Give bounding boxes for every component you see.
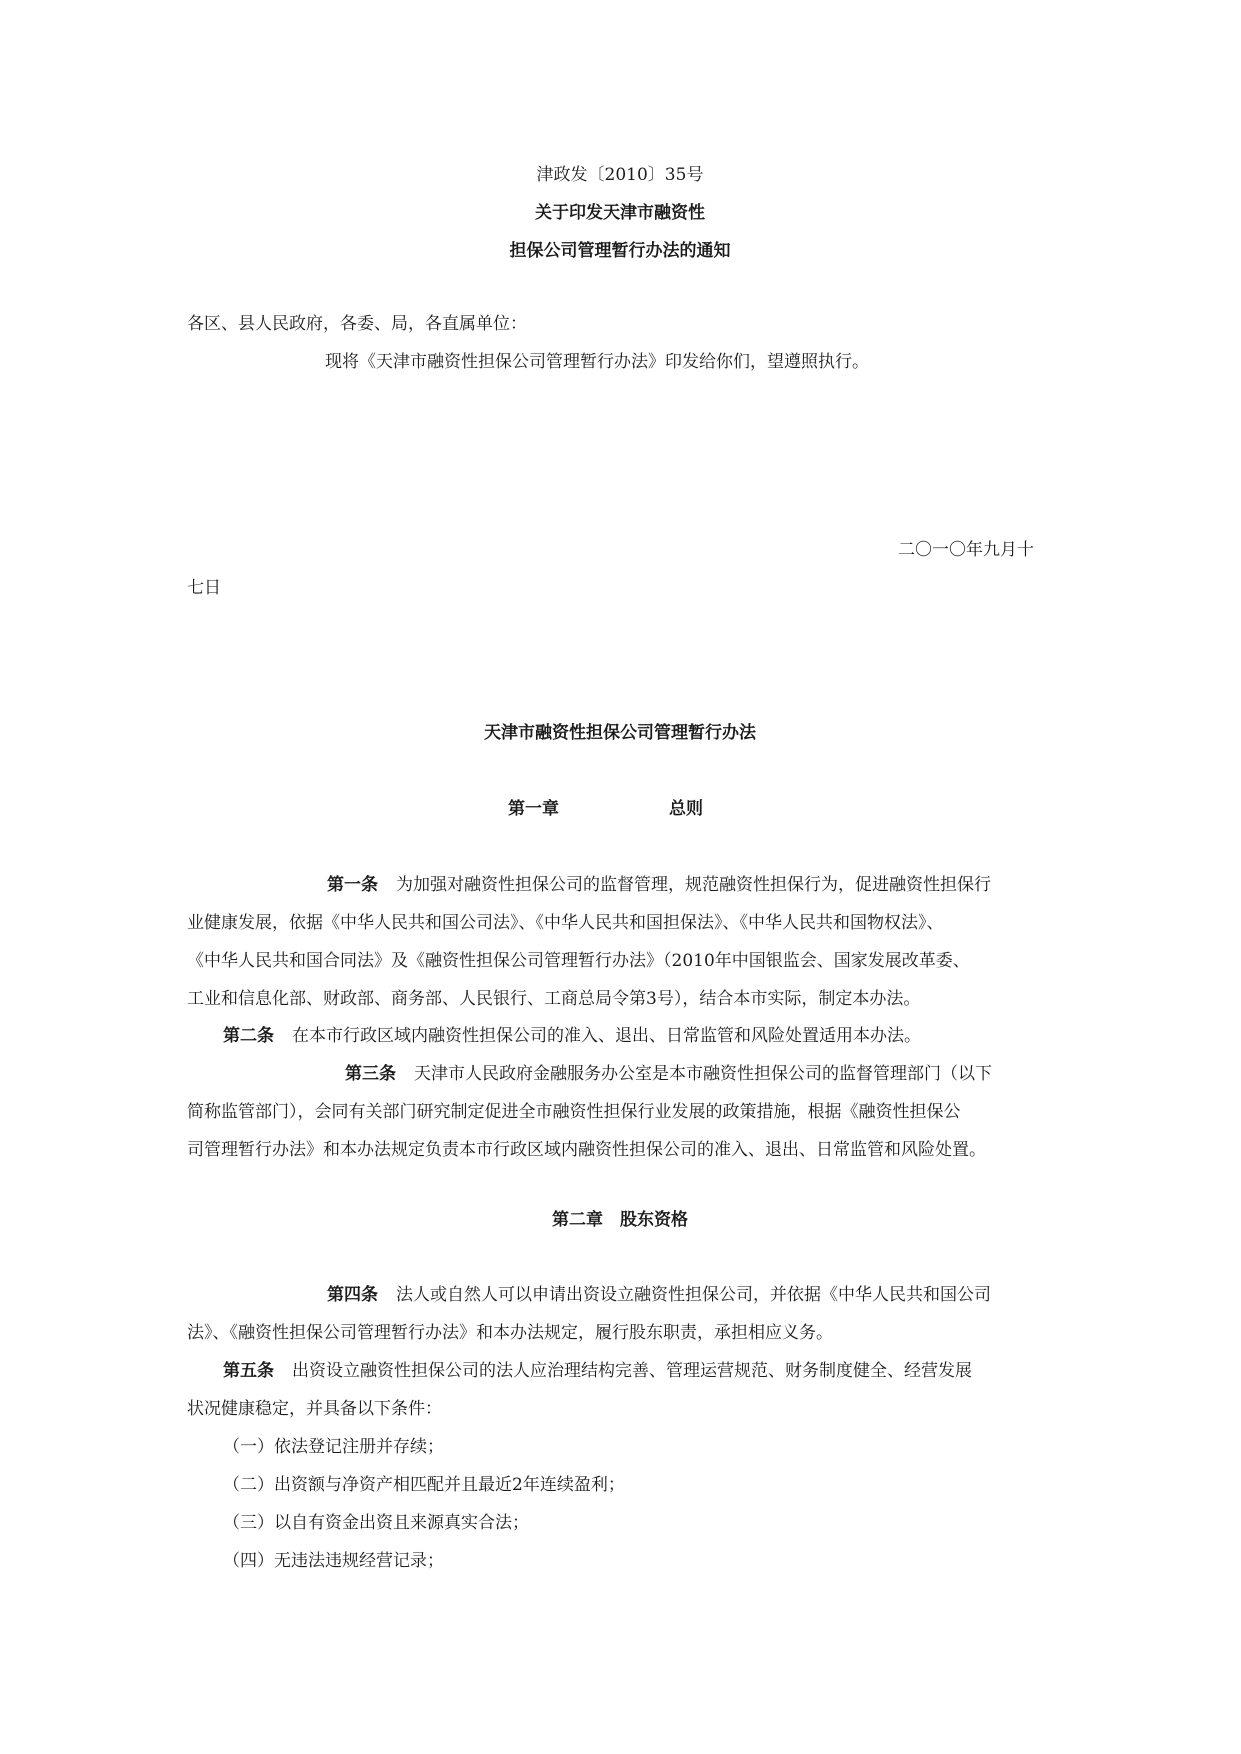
article-4-text: 法人或自然人可以申请出资设立融资性担保公司，并依据《中华人民共和国公司 [396, 1285, 991, 1305]
article-3-label: 第三条 [345, 1064, 396, 1084]
date-line-2: 七日 [187, 578, 221, 598]
condition-item: （一）依法登记注册并存续； [223, 1437, 444, 1457]
chapter-1-name: 总则 [669, 799, 703, 819]
document-number: 津政发〔2010〕35号 [536, 165, 704, 185]
condition-item: （三）以自有资金出资且来源真实合法； [223, 1513, 529, 1533]
article-1-line-2: 业健康发展，依据《中华人民共和国公司法》、《中华人民共和国担保法》、《中华人民共和国物权法》、 [187, 913, 944, 933]
date-line-1: 二〇一〇年九月十 [898, 540, 1034, 560]
article-1-text: 为加强对融资性担保公司的监督管理，规范融资性担保行为，促进融资性担保行 [396, 875, 991, 895]
notice-body: 现将《天津市融资性担保公司管理暂行办法》印发给你们，望遵照执行。 [325, 352, 869, 372]
article-4-line-1 [327, 1283, 991, 1307]
article-3-line-3: 司管理暂行办法》和本办法规定负责本市行政区域内融资性担保公司的准入、退出、日常监管和风险处置。 [187, 1140, 986, 1160]
article-4-label: 第四条 [327, 1285, 378, 1305]
chapter-1-heading [508, 797, 703, 821]
article-3-line-2: 简称监管部门），会同有关部门研究制定促进全市融资性担保行业发展的政策措施，根据《融资性担保公 [187, 1102, 961, 1122]
article-1-line-4: 工业和信息化部、财政部、商务部、人民银行、工商总局令第3号），结合本市实际，制定本办法。 [187, 989, 921, 1009]
notice-title-line-1: 关于印发天津市融资性 [535, 203, 705, 223]
article-4-line-2: 法》、《融资性担保公司管理暂行办法》和本办法规定，履行股东职责，承担相应义务。 [187, 1323, 833, 1343]
article-2-text: 在本市行政区域内融资性担保公司的准入、退出、日常监管和风险处置适用本办法。 [292, 1026, 921, 1046]
article-2 [223, 1024, 921, 1048]
article-1-line-3: 《中华人民共和国合同法》及《融资性担保公司管理暂行办法》（2010年中国银监会、国家发展改革委、 [187, 951, 970, 971]
article-2-label: 第二条 [223, 1026, 274, 1046]
addressee: 各区、县人民政府，各委、局，各直属单位： [187, 314, 527, 334]
article-3-line-1 [345, 1062, 992, 1086]
article-1-label: 第一条 [327, 875, 378, 895]
article-1-line-1 [327, 873, 991, 897]
chapter-2-heading: 第二章 股东资格 [552, 1210, 688, 1230]
article-5-text: 出资设立融资性担保公司的法人应治理结构完善、管理运营规范、财务制度健全、经营发展 [292, 1361, 972, 1381]
article-5-label: 第五条 [223, 1361, 274, 1381]
article-5-line-2: 状况健康稳定，并具备以下条件： [187, 1399, 442, 1419]
condition-item: （四）无违法违规经营记录； [223, 1551, 444, 1571]
chapter-1-number: 第一章 [508, 799, 559, 819]
notice-title-line-2: 担保公司管理暂行办法的通知 [509, 241, 731, 261]
article-5-line-1 [223, 1359, 972, 1383]
article-3-text: 天津市人民政府金融服务办公室是本市融资性担保公司的监督管理部门（以下 [414, 1064, 992, 1084]
condition-item: （二）出资额与净资产相匹配并且最近2年连续盈利； [223, 1475, 625, 1495]
regulation-title: 天津市融资性担保公司管理暂行办法 [484, 723, 756, 743]
